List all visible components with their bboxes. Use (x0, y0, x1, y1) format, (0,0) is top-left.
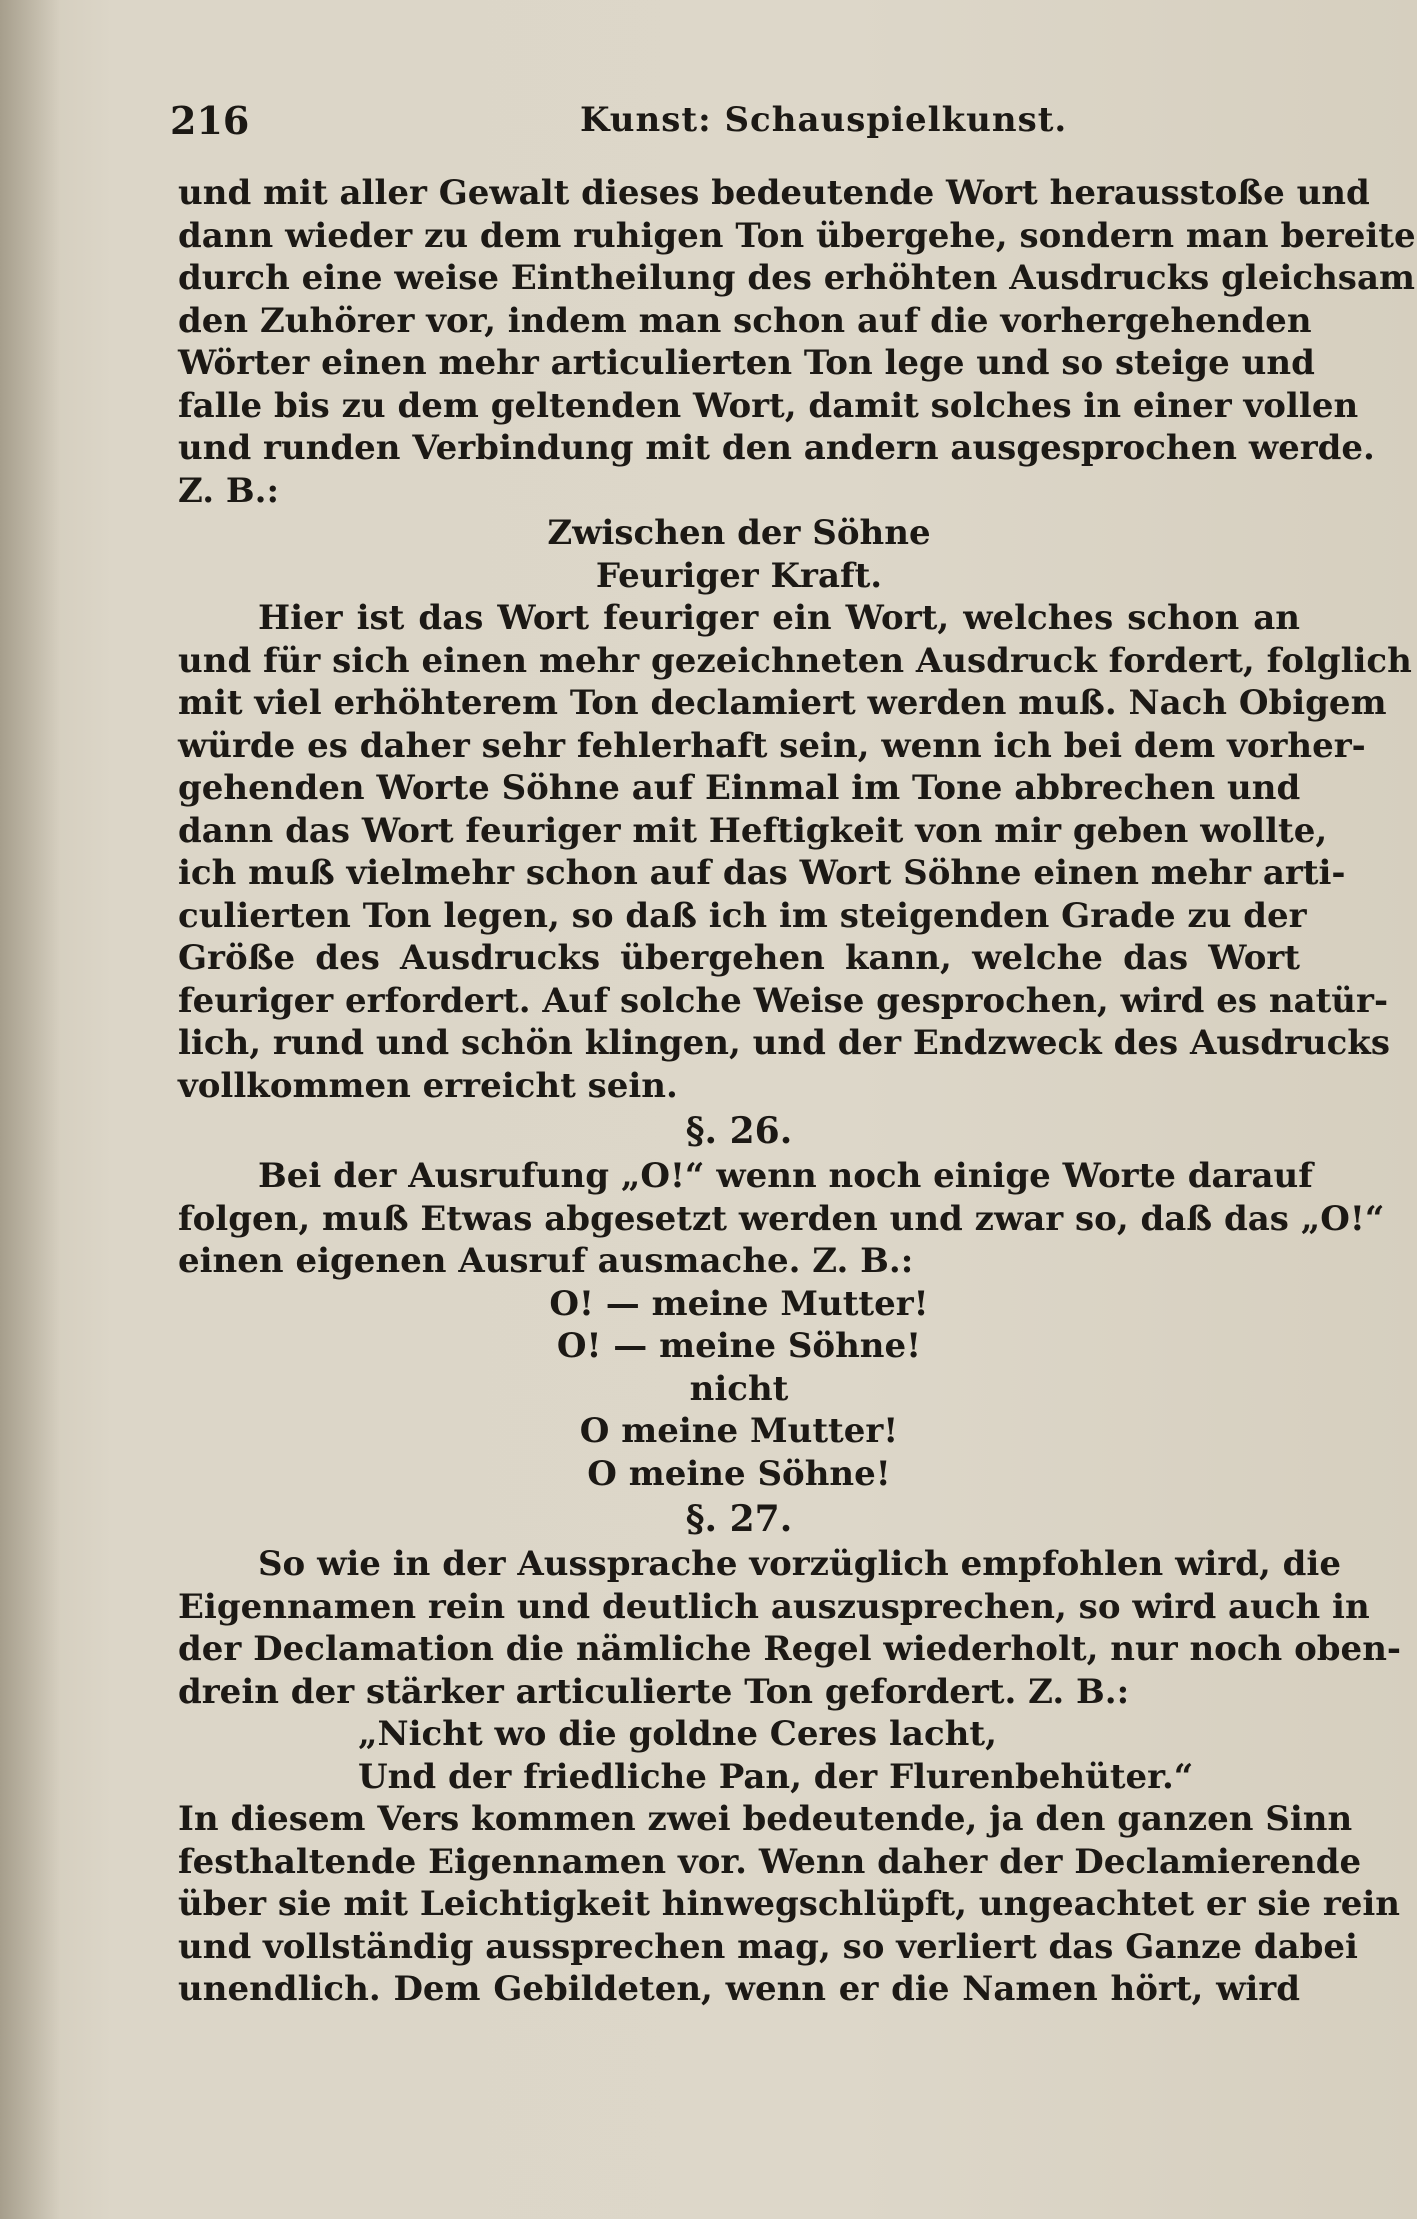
quote-line: Feuriger Kraft. (595, 555, 883, 596)
text-line: In diesem Vers kommen zwei bedeutende, ja den ganzen Sinn (178, 1799, 1353, 1839)
text-line: und vollständig aussprechen mag, so verliert das Ganze dabei (178, 1926, 1358, 1967)
text-line: einen eigenen Ausruf ausmache. Z. B.: (178, 1241, 914, 1281)
text-line: würde es daher sehr fehlerhaft sein, wenn ich bei dem vorher- (178, 725, 1366, 766)
example-line: O meine Mutter! (579, 1411, 899, 1451)
text-line: dann wieder zu dem ruhigen Ton übergehe, sondern man bereite (178, 215, 1416, 256)
section-heading: §. 27. (685, 1498, 793, 1540)
text-line: der Declamation die nämliche Regel wiederholt, nur noch oben- (178, 1629, 1402, 1669)
text-line: ich muß vielmehr schon auf das Wort Söhne einen mehr arti- (178, 853, 1346, 893)
text-line: gehenden Worte Söhne auf Einmal im Tone abbrechen und (178, 768, 1301, 808)
text-line: Hier ist das Wort feuriger ein Wort, welches schon an (258, 598, 1300, 638)
text-line: folgen, muß Etwas abgesetzt werden und zwar so, daß das „O!“ (178, 1198, 1385, 1239)
text-line: feuriger erfordert. Auf solche Weise gesprochen, wird es natür- (178, 980, 1389, 1021)
text-line: durch eine weise Eintheilung des erhöhten Ausdrucks gleichsam (178, 258, 1415, 298)
text-line: und für sich einen mehr gezeichneten Ausdruck fordert, folglich (178, 640, 1412, 681)
text-line: unendlich. Dem Gebildeten, wenn er die Namen hört, wird (178, 1969, 1300, 2009)
text-line: vollkommen erreicht sein. (178, 1065, 678, 1106)
text-line: Eigennamen rein und deutlich auszusprechen, so wird auch in (178, 1586, 1370, 1627)
text-line: Z. B.: (178, 470, 280, 511)
running-head: Kunst: Schauspielkunst. (580, 100, 1068, 140)
text-line: und mit aller Gewalt dieses bedeutende Wort herausstoße und (178, 173, 1370, 213)
text-line: Bei der Ausrufung „O!“ wenn noch einige Worte darauf (258, 1156, 1313, 1196)
text-line: drein der stärker articulierte Ton gefordert. Z. B.: (178, 1671, 1130, 1712)
text-line: über sie mit Leichtigkeit hinwegschlüpft, ungeachtet er sie rein (178, 1884, 1401, 1924)
page-header (170, 98, 1300, 148)
text-line: mit viel erhöhterem Ton declamiert werden muß. Nach Obigem (178, 683, 1387, 723)
page-gutter-shadow (0, 0, 60, 2219)
example-line: O! — meine Mutter! (549, 1283, 929, 1324)
text-line: Größe des Ausdrucks übergehen kann, welche das Wort (178, 938, 1300, 978)
body-text (178, 172, 1416, 2011)
example-line: nicht (689, 1368, 789, 1409)
text-line: So wie in der Aussprache vorzüglich empfohlen wird, die (258, 1544, 1341, 1584)
text-line: culierten Ton legen, so daß ich im steigenden Grade zu der (178, 895, 1307, 936)
text-line: lich, rund und schön klingen, und der Endzweck des Ausdrucks (178, 1023, 1390, 1063)
example-line: O! — meine Söhne! (556, 1326, 922, 1366)
section-heading: §. 26. (685, 1110, 793, 1152)
text-line: den Zuhörer vor, indem man schon auf die vorhergehenden (178, 300, 1312, 341)
text-line: und runden Verbindung mit den andern ausgesprochen werde. (178, 428, 1375, 468)
text-line: dann das Wort feuriger mit Heftigkeit von mir geben wollte, (178, 810, 1328, 851)
quote-line: Zwischen der Söhne (547, 513, 931, 553)
text-line: Wörter einen mehr articulierten Ton lege und so steige und (178, 343, 1315, 383)
text-line: festhaltende Eigennamen vor. Wenn daher der Declamierende (178, 1841, 1362, 1882)
text-line: falle bis zu dem geltenden Wort, damit solches in einer vollen (178, 385, 1359, 426)
verse-line: Und der friedliche Pan, der Flurenbehüter.“ (358, 1756, 1194, 1797)
page-number: 216 (170, 98, 250, 143)
example-line: O meine Söhne! (587, 1453, 891, 1494)
verse-line: „Nicht wo die goldne Ceres lacht, (358, 1714, 997, 1754)
